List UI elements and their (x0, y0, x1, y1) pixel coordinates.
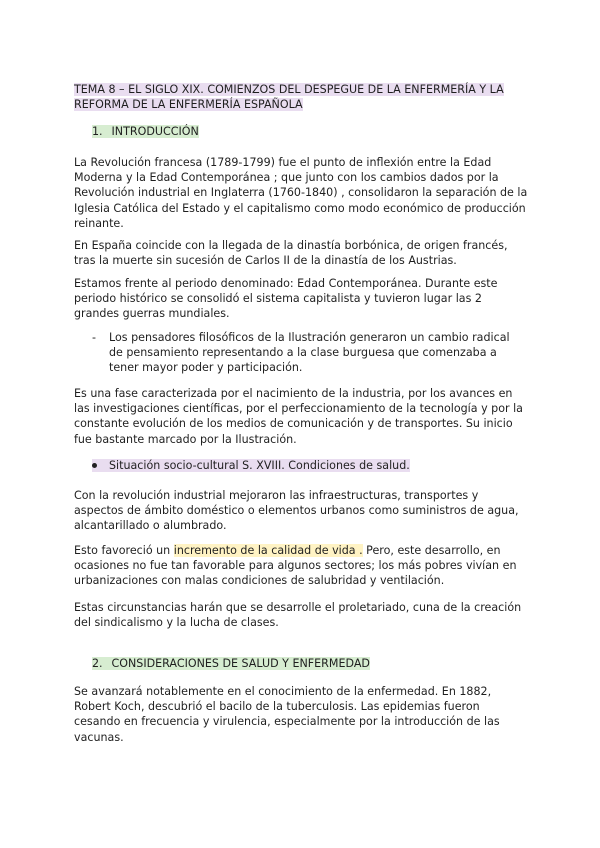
paragraph-1: La Revolución francesa (1789-1799) fue el punto de inflexión entre la Edad Moderna y la Edad Contemporánea ; que junto con los cambios dados por la Revolución industrial en Inglaterra (1760-1840) , consolidaron la separación de la Iglesia Católica del Estado y el capitalismo como modo económico de producción reinante. (74, 156, 528, 230)
paragraph-4: Es una fase caracterizada por el nacimiento de la industria, por los avances en las investigaciones científicas, por el perfeccionamiento de la tecnología y por la constante evolución de los medios de comunicación y de transportes. Su inicio fue bastante marcado por la Ilustración. (74, 387, 523, 446)
paragraph-2: En España coincide con la llegada de la dinastía borbónica, de origen francés, tras la muerte sin sucesión de Carlos II de la dinastía de los Austrias. (74, 239, 508, 268)
paragraph-7: Estas circunstancias harán que se desarrolle el proletariado, cuna de la creación del sindicalismo y la lucha de clases. (74, 601, 522, 630)
paragraph-3: Estamos frente al periodo denominado: Edad Contemporánea. Durante este periodo histórico se consolidó el sistema capitalista y tuvieron lugar las 2 grandes guerras mundiales. (74, 277, 498, 321)
section-1-label: INTRODUCCIÓN (111, 125, 199, 138)
paragraph-5: Con la revolución industrial mejoraron las infraestructuras, transportes y aspectos de ámbito doméstico o elementos urbanos como suministros de agua, alcantarillado o alumbrado. (74, 489, 519, 533)
list-item-text: Los pensadores filosóficos de la Ilustración generaron un cambio radical de pensamiento representando a la clase burguesa que comenzaba a tener mayor poder y participación. (109, 331, 510, 375)
paragraph-6-before: Esto favoreció un (74, 544, 174, 557)
calidad-de-vida-highlight: incremento de la calidad de vida . (173, 544, 363, 557)
paragraph-8: Se avanzará notablemente en el conocimiento de la enfermedad. En 1882, Robert Koch, descubrió el bacilo de la tuberculosis. Las epidemias fueron cesando en frecuencia y virulencia, especialmente por la introducción de las vacunas. (74, 685, 500, 744)
dash-marker: - (92, 331, 97, 344)
title-text: TEMA 8 – EL SIGLO XIX. COMIENZOS DEL DESPEGUE DE LA ENFERMERÍA Y LA REFORMA DE LA ENFERMERÍA ESPAÑOLA (74, 83, 504, 112)
list-item-ilustracion (92, 330, 512, 376)
paragraph-6-after: Pero, este desarrollo, en ocasiones no fue tan favorable para algunos sectores; los más pobres vivían en urbanizaciones con malas condiciones de salubridad y ventilación. (74, 544, 517, 588)
section-heading-salud (92, 656, 546, 671)
page-title (74, 82, 528, 112)
section-2-highlight (92, 657, 370, 670)
section-2-label: CONSIDERACIONES DE SALUD Y ENFERMEDAD (111, 657, 370, 670)
section-1-highlight (92, 125, 199, 138)
section-heading-introduccion (92, 124, 546, 139)
bullet-highlight (92, 459, 410, 472)
bullet-text: Situación socio-cultural S. XVIII. Condiciones de salud. (109, 459, 410, 472)
section-2-number: 2. (92, 657, 103, 670)
bullet-dot-icon (92, 463, 97, 468)
paragraph-6 (74, 543, 528, 589)
section-1-number: 1. (92, 125, 103, 138)
bullet-heading-situacion (92, 458, 546, 473)
